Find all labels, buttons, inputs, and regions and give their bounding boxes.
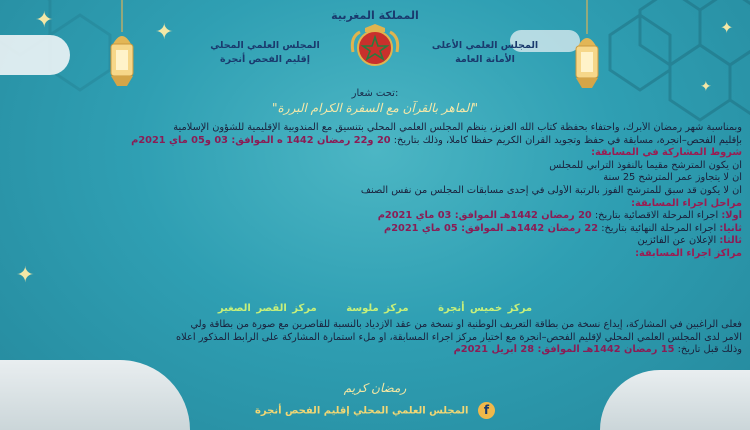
greeting: رمضان كريم	[343, 381, 407, 395]
star-icon: ✦	[155, 20, 174, 45]
registration-line: الامر لدى المجلس العلمي المحلي لإقليم الفحص–أنجرة مع اختيار مركز اجراء المسابقة، أو ملء استمارة المشاركة على الرابط المذكور أعلاه	[176, 331, 742, 343]
registration-date: 15 رمضان 1442هـ الموافق: 28 أبريل 2021م	[453, 344, 675, 356]
centers-list	[0, 303, 750, 314]
slogan-text: "الماهر بالقرآن مع السفرة الكرام البررة"	[272, 101, 478, 115]
stage-date: 22 رمضان 1442هـ الموافق: 05 ماي 2021م	[384, 222, 599, 234]
stage-item	[10, 210, 742, 223]
stage-label: ثانيا:	[719, 222, 742, 234]
kingdom-title: المملكة المغربية	[331, 9, 419, 22]
registration-block	[10, 319, 742, 357]
center-item: مركز القصر الصغير	[217, 303, 317, 314]
condition-item: أن لا يتجاوز عمر المترشح 25 سنة	[603, 172, 742, 184]
footer	[0, 402, 750, 419]
high-council-block	[420, 39, 550, 67]
slogan-label: تحت شعار:	[351, 88, 399, 99]
star-icon: ✦	[700, 79, 712, 95]
moroccan-coat-of-arms-emblem	[350, 22, 400, 72]
cloud-bottom-left	[0, 360, 190, 430]
footer-text: المجلس العلمي المحلي إقليم الفحص أنجرة	[255, 405, 469, 417]
stage-date: 20 رمضان 1442هـ الموافق: 03 ماي 2021م	[377, 210, 592, 222]
cloud-top-left	[0, 35, 70, 75]
intro-text: بإقليم الفحص–أنجرة، مسابقة في حفظ وتجويد القرآن الكريم حفظا كاملا، وذلك بتاريخ:	[393, 134, 742, 146]
star-icon: ✦	[720, 18, 734, 37]
centers-title: مراكز اجراء المسابقة:	[635, 247, 742, 259]
local-council-name: المجلس العلمي المحلي	[210, 40, 320, 51]
intro-line	[10, 135, 742, 148]
star-icon: ✦	[16, 263, 35, 288]
general-secretariat: الأمانة العامة	[455, 54, 515, 65]
center-item: مركز خميس أنجرة	[438, 303, 533, 314]
stage-label: ثالثا:	[719, 235, 742, 247]
stage-item	[10, 235, 742, 248]
stage-item	[10, 223, 742, 236]
stages-title: مراحل اجراء المسابقة:	[631, 197, 742, 209]
condition-item: أن يكون المترشح مقيما بالنفوذ الترابي للمجلس	[549, 159, 742, 171]
registration-line: فعلى الراغبين في المشاركة، إيداع نسخة من بطاقة التعريف الوطنية أو نسخة من عقد الازدياد بالنسبة للقاصرين مع صورة من بطاقة ولي	[190, 319, 742, 330]
local-council-block	[200, 39, 330, 67]
stage-text: اجراء المرحلة النهائية بتاريخ:	[601, 222, 717, 234]
high-council-name: المجلس العلمي الأعلى	[431, 40, 539, 51]
registration-line	[10, 344, 742, 357]
star-icon: ✦	[35, 8, 54, 33]
facebook-icon[interactable]: f	[478, 402, 495, 419]
announcement-body	[10, 122, 742, 261]
cloud-bottom-right	[600, 370, 750, 430]
intro-date: 20 و22 رمضان 1442 ه الموافق: 03 و05 ماي 2021م	[131, 134, 391, 146]
conditions-title: شروط المشاركة في المسابقة:	[591, 147, 742, 159]
province-name: إقليم الفحص أنجرة	[220, 54, 310, 65]
registration-text: وذلك قبل تاريخ:	[677, 344, 742, 356]
center-item: مركز ملوسة	[346, 303, 409, 314]
intro-line: وبمناسبة شهر رمضان الأبرك، واحتفاء بحفظة كتاب الله العزيز، ينظم المجلس العلمي المحلي بتنسيق مع المندوبية الإقليمية للشؤون الإسلامية	[173, 122, 742, 133]
stage-text: اجراء المرحلة الاقصائية بتاريخ:	[594, 210, 719, 222]
stage-label: أولا:	[721, 210, 742, 222]
stage-text: الإعلان عن الفائزين	[637, 235, 717, 247]
condition-item: أن لا يكون قد سبق للمترشح الفوز بالرتبة الأولى في إحدى مسابقات المجلس من نفس الصنف	[360, 184, 742, 196]
